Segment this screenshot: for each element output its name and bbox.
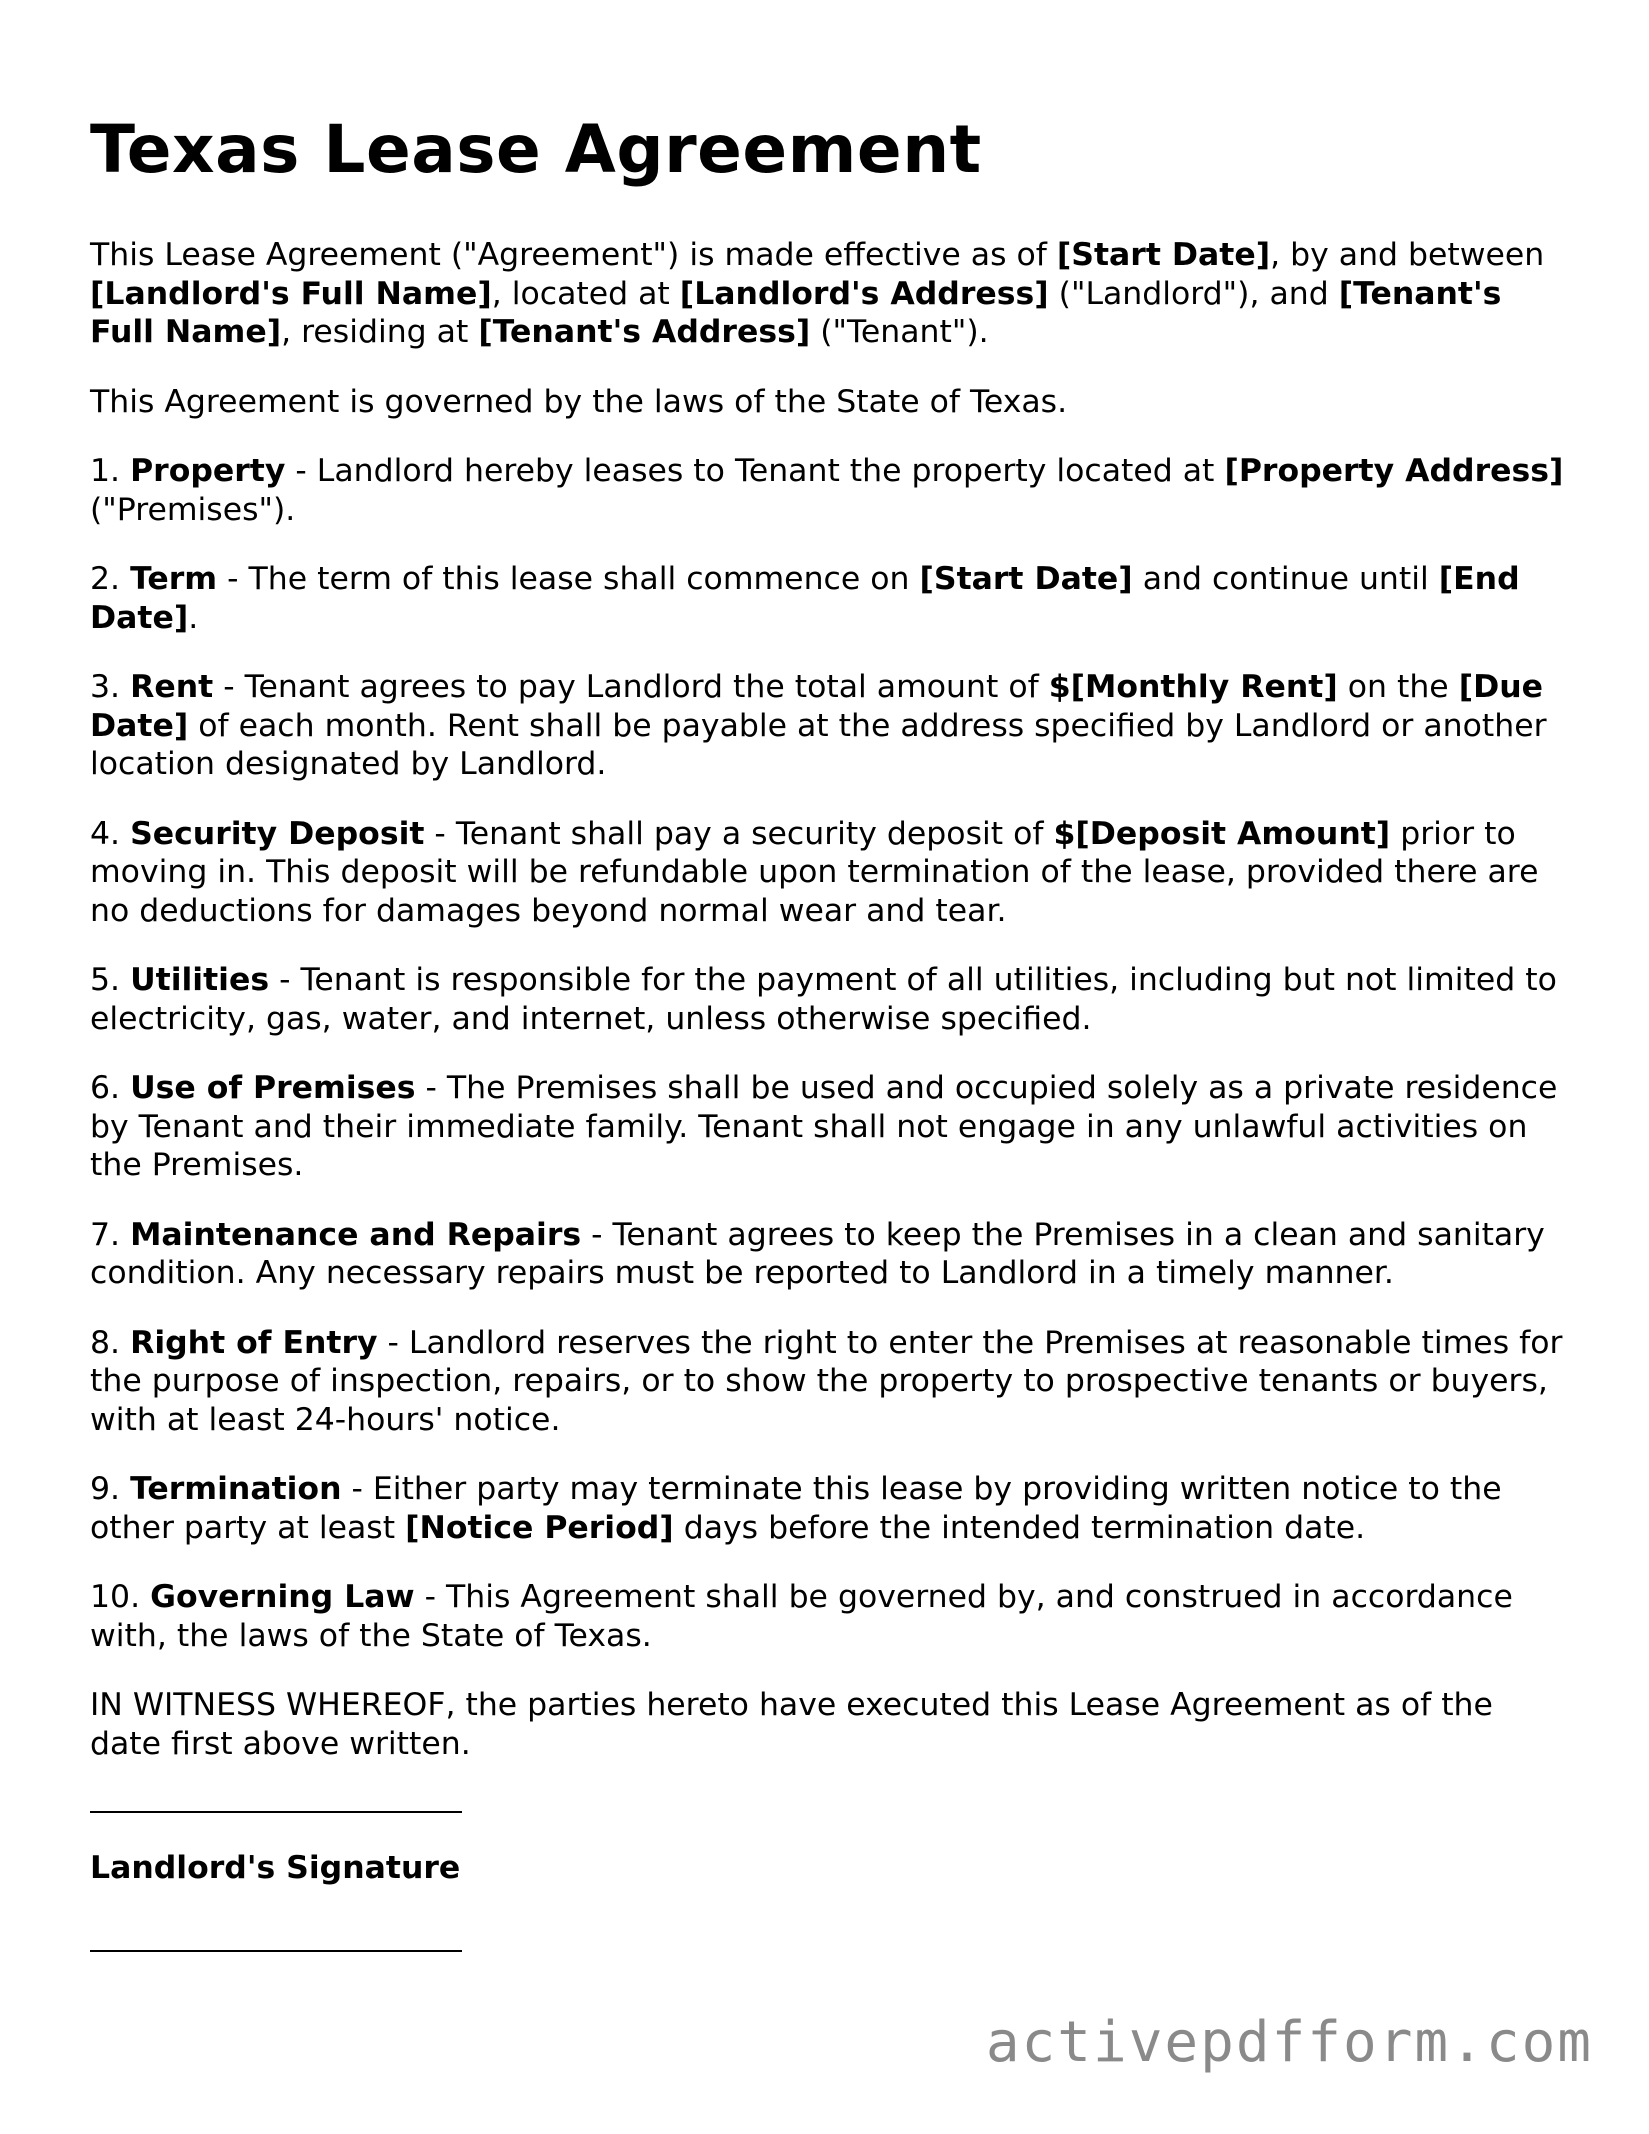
witness-statement: IN WITNESS WHEREOF, the parties hereto have executed this Lease Agreement as of the date first above written. [90, 1687, 1493, 1762]
second-signature-line[interactable] [90, 1950, 462, 1952]
section-rent: 3. Rent - Tenant agrees to pay Landlord the total amount of $[Monthly Rent] on the [Due Date] of each month. Rent shall be payable at the address specified by Landlord or another location designated by Landlord. [90, 669, 1547, 782]
section-security-deposit: 4. Security Deposit - Tenant shall pay a security deposit of $[Deposit Amount] prior to moving in. This deposit will be refundable upon termination of the lease, provided there are no deductions for damages beyond normal wear and tear. [90, 815, 1539, 929]
intro-paragraph: This Lease Agreement ("Agreement") is made effective as of [Start Date], by and between [Landlord's Full Name], located at [Landlord's Address] ("Landlord"), and [Tenant's Full Name], residing at [Tenant's Address] ("Tenant"). [90, 237, 1545, 350]
section-governing-law: 10. Governing Law - This Agreement shall be governed by, and construed in accordance with, the laws of the State of Texas. [90, 1579, 1513, 1654]
signature-block [90, 1811, 1570, 1952]
watermark: activepdfform.com [985, 2010, 1593, 2075]
section-right-of-entry: 8. Right of Entry - Landlord reserves the right to enter the Premises at reasonable times for the purpose of inspection, repairs, or to show the property to prospective tenants or buyers, with at least 24-hours' notice. [90, 1324, 1563, 1438]
section-maintenance-and-repairs: 7. Maintenance and Repairs - Tenant agrees to keep the Premises in a clean and sanitary condition. Any necessary repairs must be reported to Landlord in a timely manner. [90, 1216, 1545, 1291]
section-property: 1. Property - Landlord hereby leases to Tenant the property located at [Property Address] ("Premises"). [90, 453, 1564, 528]
landlord-signature-line[interactable] [90, 1811, 462, 1813]
document-title: Texas Lease Agreement [90, 111, 982, 188]
document-page [90, 110, 1570, 1952]
governed-statement: This Agreement is governed by the laws of the State of Texas. [90, 383, 1068, 420]
landlord-signature-label: Landlord's Signature [90, 1850, 461, 1886]
section-term: 2. Term - The term of this lease shall commence on [Start Date] and continue until [End Date]. [90, 561, 1520, 636]
section-use-of-premises: 6. Use of Premises - The Premises shall be used and occupied solely as a private residence by Tenant and their immediate family. Tenant shall not engage in any unlawful activities on the Premises. [90, 1070, 1558, 1183]
section-utilities: 5. Utilities - Tenant is responsible for the payment of all utilities, including but not limited to electricity, gas, water, and internet, unless otherwise specified. [90, 962, 1557, 1037]
section-termination: 9. Termination - Either party may terminate this lease by providing written notice to the other party at least [Notice Period] days before the intended termination date. [90, 1471, 1502, 1546]
